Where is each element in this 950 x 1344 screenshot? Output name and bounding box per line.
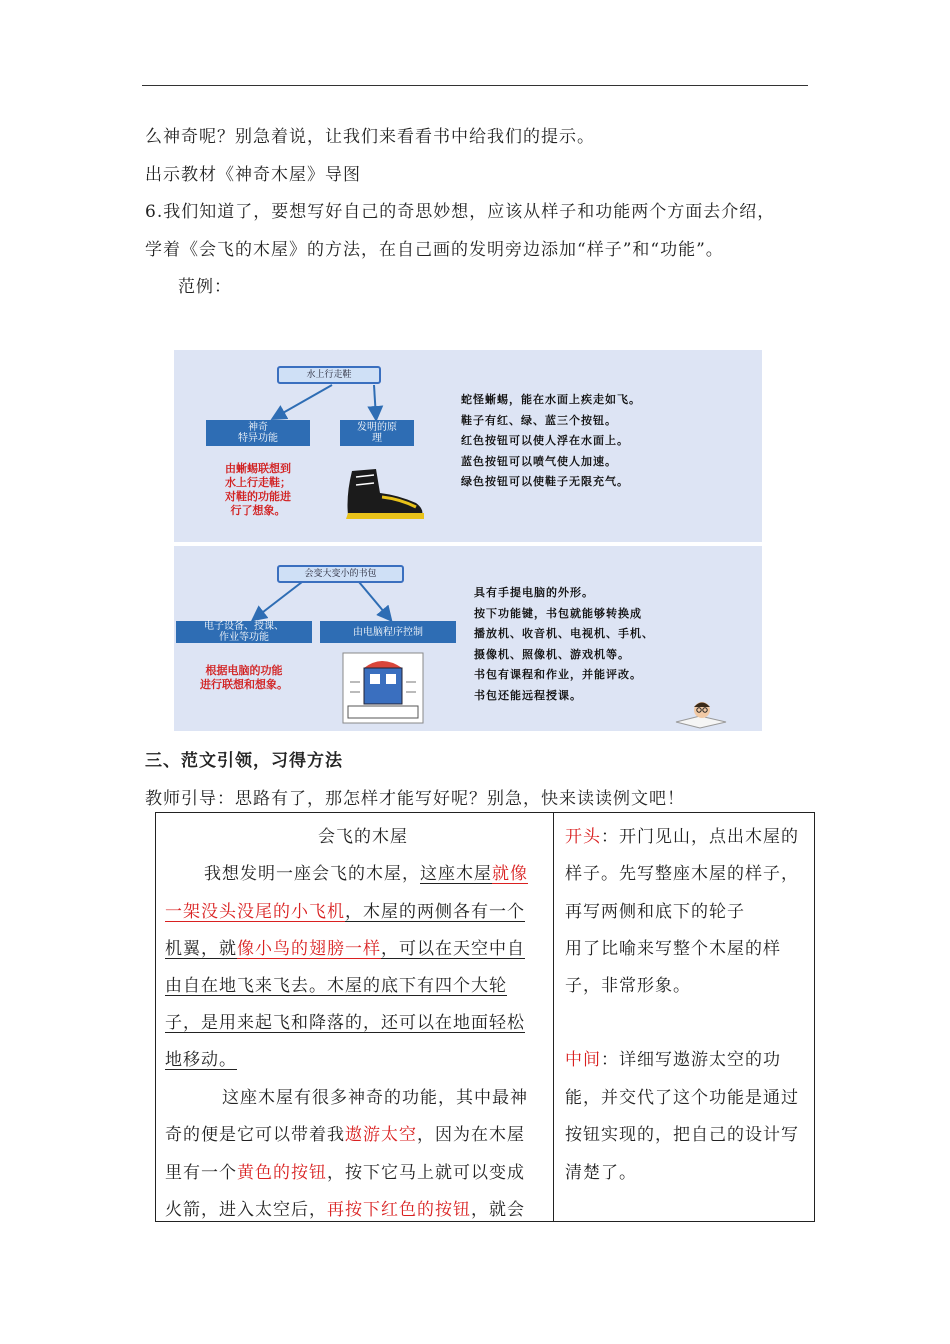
note-line: 能，并交代了这个功能是通过 [565,1088,799,1108]
essay-highlight: 就像 [492,864,528,884]
essay-table [155,812,815,1222]
shoe-function-line: 特异功能 [238,433,278,444]
note-line: 用了比喻来写整个木屋的样 [565,939,781,959]
essay-line [165,934,525,959]
essay-underlined-text: 机翼，就 [165,939,237,959]
paragraph-line: 出示教材《神奇木屋》导图 [145,165,361,185]
red-note-line: 对鞋的功能进 [225,490,291,503]
essay-title: 会飞的木屋 [318,827,408,847]
column-divider [553,813,554,1221]
essay-underlined-text: ，木屋的两侧各有一个 [345,902,525,922]
description-line: 按下功能键，书包就能够转换成 [474,606,642,620]
red-note-line: 行了想象。 [230,504,286,517]
essay-line: 子，是用来起飞和降落的，还可以在地面轻松 [165,1013,525,1033]
essay-highlight: 一架没头没尾的小飞机 [165,902,345,922]
essay-text: ，因为在木屋 [417,1125,525,1145]
essay-line [204,859,528,884]
essay-line: 由自在地飞来飞去。木屋的底下有四个大轮 [165,976,507,996]
essay-underlined-text: ，可以在天空中自 [381,939,525,959]
essay-highlight: 像小鸟的翅膀一样 [237,939,381,959]
essay-text: 我想发明一座会飞的木屋， [204,864,420,884]
paragraph-line: 学着《会飞的木屋》的方法，在自己画的发明旁边添加“样子”和“功能”。 [145,240,724,260]
note-line: 子，非常形象。 [565,976,691,996]
note-text: ：详细写遨游太空的功 [601,1050,781,1070]
essay-line [165,1120,525,1145]
description-line: 鞋子有红、绿、蓝三个按钮。 [461,413,617,427]
note-line: 样子。先写整座木屋的样子， [565,864,799,884]
description-line: 书包有课程和作业，并能评改。 [474,668,642,681]
description-line: 蛇怪蜥蜴，能在水面上疾走如飞。 [461,393,641,406]
bag-title-box: 会变大变小的书包 [277,565,404,583]
essay-text: ，按下它马上就可以变成 [327,1163,525,1183]
shoe-red-note [206,462,310,518]
description-line: 绿色按钮可以使鞋子无限充气。 [461,475,629,488]
note-line: 再写两侧和底下的轮子 [565,902,745,922]
essay-highlight: 黄色的按钮 [237,1163,327,1183]
essay-underlined-text: 这座木屋 [420,864,492,884]
bag-function-box [176,621,312,643]
note-label-middle: 中间 [565,1050,601,1070]
bag-red-note [184,664,304,692]
teacher-intro: 教师引导：思路有了，那怎样才能写好呢？别急，快来读读例文吧！ [145,789,685,809]
reading-boy-illustration [674,698,730,730]
shoe-principle-line: 理 [372,433,382,444]
description-line: 蓝色按钮可以喷气使人加速。 [461,454,617,468]
description-line: 书包还能远程授课。 [474,688,582,702]
note-line: 清楚了。 [565,1163,637,1183]
bag-illustration [342,652,424,724]
essay-highlight: 再按下红色的按钮 [327,1200,471,1220]
red-note-line: 进行联想和想象。 [200,678,288,691]
bag-control-box [320,621,456,643]
section-heading: 三、范文引领，习得方法 [145,751,343,771]
description-line: 播放机、收音机、电视机、手机、 [474,627,654,640]
essay-text: ，就会 [471,1200,525,1220]
note-text: ：开门见山，点出木屋的 [601,827,799,847]
note-line [565,822,799,847]
bag-function-line: 电子设备、授课、 [204,621,284,632]
shoe-function-line: 神奇 [248,422,268,433]
note-line: 按钮实现的，把自己的设计写 [565,1125,799,1145]
essay-line: 这座木屋有很多神奇的功能，其中最神 [222,1088,528,1108]
bag-function-line: 作业等功能 [219,632,269,643]
shoe-principle-line: 发明的原 [357,422,397,433]
shoe-title-box: 水上行走鞋 [277,366,381,384]
red-note-line: 由蜥蜴联想到 [225,462,291,475]
essay-line [165,1195,525,1220]
shoe-function-box [206,420,310,446]
description-line: 具有手提电脑的外形。 [474,586,594,599]
mind-map-figure [174,346,762,731]
description-line: 红色按钮可以使人浮在水面上。 [461,434,629,447]
shoe-description [461,390,641,493]
shoe-illustration [342,467,426,523]
bag-control-line: 由电脑程序控制 [353,626,423,638]
essay-highlight: 遨游太空 [345,1125,417,1145]
red-note-line: 水上行走鞋； [225,476,291,489]
essay-text: 火箭，进入太空后， [165,1200,327,1220]
note-label-opening: 开头 [565,827,601,847]
bag-description [474,583,654,706]
essay-line: 地移动。 [165,1050,237,1070]
paragraph-line: 6.我们知道了，要想写好自己的奇思妙想，应该从样子和功能两个方面去介绍， [145,202,776,222]
essay-line [165,1158,525,1183]
paragraph-line: 么神奇呢？别急着说，让我们来看看书中给我们的提示。 [145,127,595,147]
header-rule [142,85,808,86]
essay-text: 奇的便是它可以带着我 [165,1125,345,1145]
example-label: 范例： [178,277,232,297]
note-line [565,1045,781,1070]
red-note-line: 根据电脑的功能 [205,664,283,677]
description-line: 摄像机、照像机、游戏机等。 [474,647,630,661]
shoe-principle-box [340,420,414,446]
essay-line [165,897,525,922]
essay-text: 里有一个 [165,1163,237,1183]
